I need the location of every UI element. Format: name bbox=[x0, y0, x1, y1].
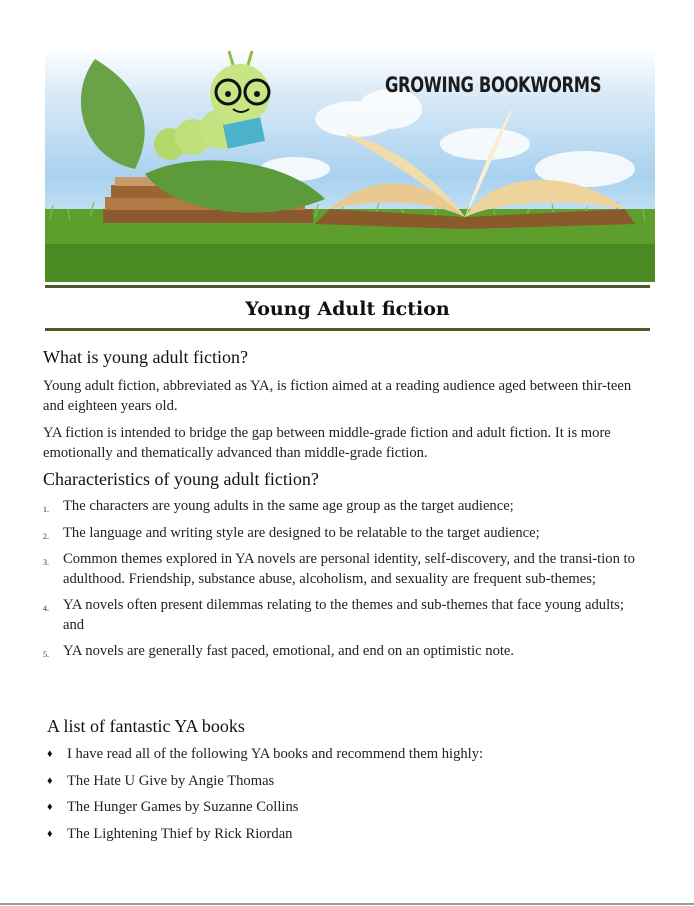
page-bottom-divider bbox=[0, 903, 694, 905]
list-number: 4. bbox=[43, 604, 49, 613]
list-item bbox=[43, 497, 643, 517]
list-item bbox=[47, 745, 647, 765]
title-rule-top bbox=[45, 285, 650, 288]
list-item bbox=[47, 798, 647, 818]
list-item-text: The Lightening Thief by Rick Riordan bbox=[67, 825, 293, 842]
list-item-text: I have read all of the following YA books and recommend them highly: bbox=[67, 746, 484, 762]
title-rule-bottom bbox=[45, 328, 650, 331]
list-item-text: The language and writing style are designed to be relatable to the target audience; bbox=[63, 524, 540, 541]
list-item bbox=[43, 596, 643, 635]
brand-logo-text: GROWING BOOKWORMS bbox=[385, 73, 602, 97]
list-item bbox=[43, 524, 643, 544]
characteristics-list bbox=[43, 497, 643, 669]
diamond-bullet-icon: ♦ bbox=[47, 827, 53, 840]
paragraph-purpose: YA fiction is intended to bridge the gap between middle-grade fiction and adult fiction. It is more emotionally and thematically advanced than middle-grade fiction. bbox=[43, 425, 611, 461]
section-heading-book-list: A list of fantastic YA books bbox=[47, 716, 245, 736]
bookworm-mascot bbox=[154, 51, 270, 160]
book-list bbox=[47, 745, 647, 851]
list-number: 2. bbox=[43, 531, 49, 541]
diamond-bullet-icon: ♦ bbox=[47, 748, 53, 760]
diamond-bullet-icon: ♦ bbox=[47, 774, 53, 787]
header-banner bbox=[45, 49, 655, 282]
list-item bbox=[47, 772, 647, 792]
list-item-text: Common themes explored in YA novels are personal identity, self-discovery, and the transi-tion to adulthood. Friendship, substance abuse, alcoholism, and sexuality are frequent sub-themes; bbox=[63, 551, 635, 587]
clouds bbox=[260, 89, 635, 187]
page-title: Young Adult fiction bbox=[245, 298, 450, 320]
list-item bbox=[47, 825, 647, 845]
list-item-text: The characters are young adults in the same age group as the target audience; bbox=[63, 498, 514, 514]
list-number: 1. bbox=[43, 505, 49, 514]
diamond-bullet-icon: ♦ bbox=[47, 801, 53, 813]
list-item-text: YA novels are generally fast paced, emotional, and end on an optimistic note. bbox=[63, 643, 515, 659]
list-item bbox=[43, 642, 643, 662]
list-number: 3. bbox=[43, 558, 49, 567]
list-item-text: The Hunger Games by Suzanne Collins bbox=[67, 799, 299, 815]
section-heading-characteristics: Characteristics of young adult fiction? bbox=[43, 469, 319, 489]
leaf-tall bbox=[81, 59, 145, 169]
list-number: 5. bbox=[43, 650, 49, 659]
paragraph-definition: Young adult fiction, abbreviated as YA, is fiction aimed at a reading audience aged between thir-teen and eighteen years old. bbox=[43, 378, 632, 414]
section-heading-what-is: What is young adult fiction? bbox=[43, 347, 248, 367]
list-item-text: YA novels often present dilemmas relating to the themes and sub-themes that face young adults; and bbox=[63, 597, 624, 633]
list-item bbox=[43, 550, 643, 589]
list-item-text: The Hate U Give by Angie Thomas bbox=[67, 772, 275, 789]
